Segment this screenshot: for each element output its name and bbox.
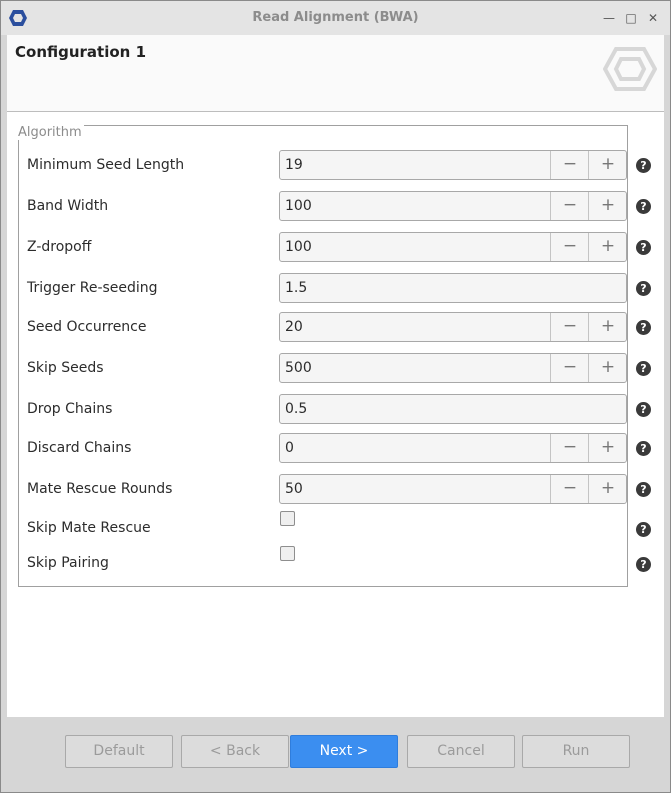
seed-occurrence-increment-button[interactable]: + — [588, 313, 627, 341]
skip-seeds-decrement-button[interactable]: − — [550, 354, 589, 382]
help-icon[interactable]: ? — [636, 441, 651, 456]
seed-occurrence-decrement-button[interactable]: − — [550, 313, 589, 341]
minimize-icon[interactable]: — — [603, 11, 615, 25]
cancel-button[interactable]: Cancel — [407, 735, 515, 768]
drop-chains-field[interactable] — [279, 394, 627, 424]
page-header — [7, 35, 664, 112]
skip-seeds-increment-button[interactable]: + — [588, 354, 627, 382]
maximize-icon[interactable]: □ — [625, 11, 637, 25]
z-dropoff-field[interactable] — [279, 232, 627, 262]
band-width-label: Band Width — [27, 198, 109, 214]
minimum-seed-length-decrement-button[interactable]: − — [550, 151, 589, 179]
discard-chains-field[interactable] — [279, 433, 627, 463]
drop-chains-label: Drop Chains — [27, 401, 113, 417]
help-icon[interactable]: ? — [636, 557, 651, 572]
dialog-content — [7, 35, 664, 717]
minimum-seed-length-field[interactable] — [279, 150, 627, 180]
hexagon-logo-icon — [603, 45, 657, 93]
window-title: Read Alignment (BWA) — [252, 10, 419, 25]
z-dropoff-value[interactable]: 100 — [285, 239, 312, 255]
skip-seeds-field[interactable] — [279, 353, 627, 383]
skip-seeds-value[interactable]: 500 — [285, 360, 312, 376]
default-button[interactable]: Default — [65, 735, 173, 768]
band-width-decrement-button[interactable]: − — [550, 192, 589, 220]
help-icon[interactable]: ? — [636, 522, 651, 537]
seed-occurrence-field[interactable] — [279, 312, 627, 342]
band-width-field[interactable] — [279, 191, 627, 221]
mate-rescue-rounds-value[interactable]: 50 — [285, 481, 303, 497]
z-dropoff-decrement-button[interactable]: − — [550, 233, 589, 261]
trigger-re-seeding-value[interactable]: 1.5 — [285, 280, 308, 296]
minimum-seed-length-value[interactable]: 19 — [285, 157, 303, 173]
z-dropoff-increment-button[interactable]: + — [588, 233, 627, 261]
skip-pairing-checkbox[interactable] — [280, 546, 295, 561]
drop-chains-value[interactable]: 0.5 — [285, 401, 308, 417]
run-button[interactable]: Run — [522, 735, 630, 768]
mate-rescue-rounds-label: Mate Rescue Rounds — [27, 481, 173, 497]
next-button[interactable]: Next > — [290, 735, 398, 768]
discard-chains-label: Discard Chains — [27, 440, 132, 456]
band-width-value[interactable]: 100 — [285, 198, 312, 214]
help-icon[interactable]: ? — [636, 482, 651, 497]
discard-chains-increment-button[interactable]: + — [588, 434, 627, 462]
skip-seeds-label: Skip Seeds — [27, 360, 104, 376]
skip-pairing-label: Skip Pairing — [27, 555, 109, 571]
discard-chains-decrement-button[interactable]: − — [550, 434, 589, 462]
page-title: Configuration 1 — [15, 43, 147, 61]
z-dropoff-label: Z-dropoff — [27, 239, 92, 255]
help-icon[interactable]: ? — [636, 402, 651, 417]
group-legend: Algorithm — [18, 125, 82, 140]
seed-occurrence-label: Seed Occurrence — [27, 319, 147, 335]
help-icon[interactable]: ? — [636, 199, 651, 214]
mate-rescue-rounds-field[interactable] — [279, 474, 627, 504]
title-bar[interactable] — [1, 1, 670, 35]
seed-occurrence-value[interactable]: 20 — [285, 319, 303, 335]
help-icon[interactable]: ? — [636, 361, 651, 376]
discard-chains-value[interactable]: 0 — [285, 440, 294, 456]
trigger-re-seeding-label: Trigger Re-seeding — [27, 280, 158, 296]
skip-mate-rescue-label: Skip Mate Rescue — [27, 520, 151, 536]
minimum-seed-length-label: Minimum Seed Length — [27, 157, 185, 173]
band-width-increment-button[interactable]: + — [588, 192, 627, 220]
skip-mate-rescue-checkbox[interactable] — [280, 511, 295, 526]
help-icon[interactable]: ? — [636, 158, 651, 173]
close-icon[interactable]: ✕ — [647, 11, 659, 25]
mate-rescue-rounds-increment-button[interactable]: + — [588, 475, 627, 503]
help-icon[interactable]: ? — [636, 320, 651, 335]
mate-rescue-rounds-decrement-button[interactable]: − — [550, 475, 589, 503]
help-icon[interactable]: ? — [636, 281, 651, 296]
back-button[interactable]: < Back — [181, 735, 289, 768]
trigger-re-seeding-field[interactable] — [279, 273, 627, 303]
help-icon[interactable]: ? — [636, 240, 651, 255]
minimum-seed-length-increment-button[interactable]: + — [588, 151, 627, 179]
